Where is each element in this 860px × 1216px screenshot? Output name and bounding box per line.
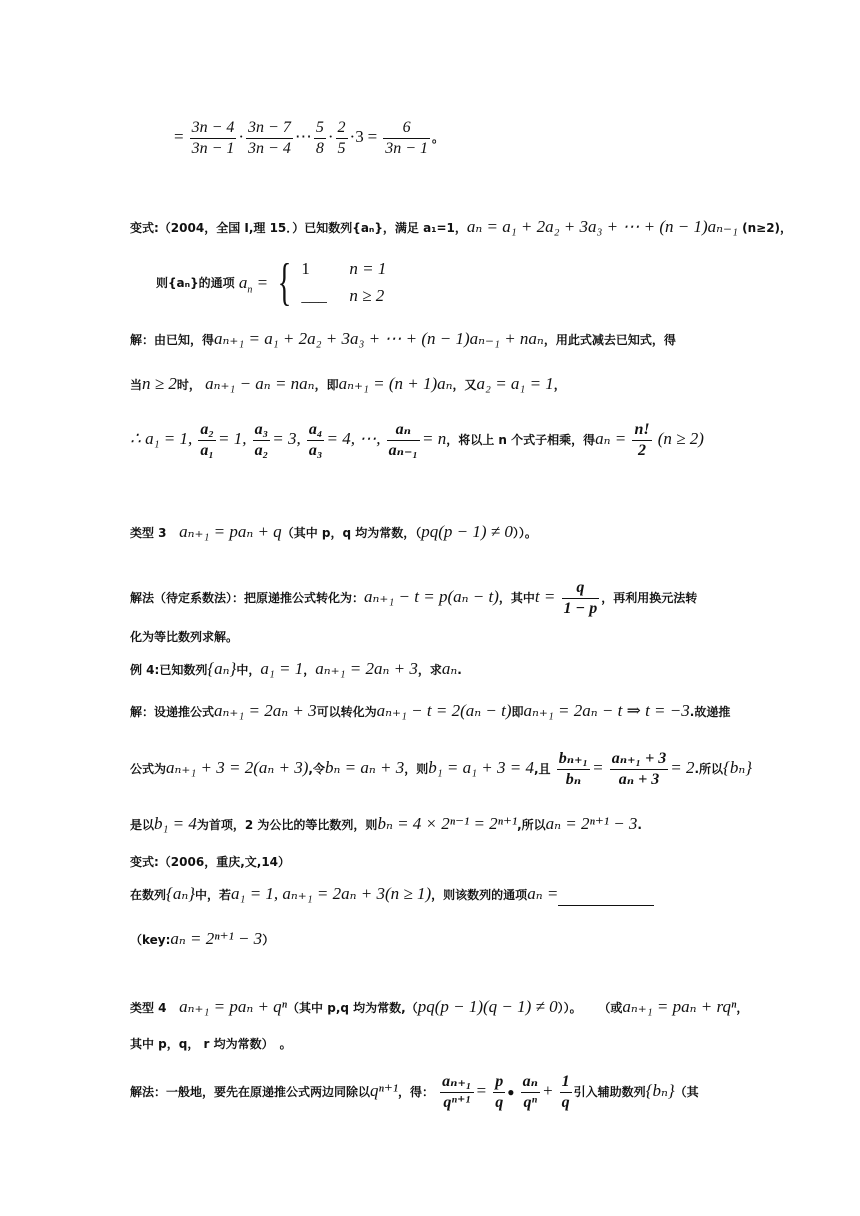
method4-line1: 解法：一般地，要先在原递推公式两边同除以qⁿ⁺¹，得： $\frac{\text{aₙ₊₁}}{\text{qⁿ⁺¹}}$ = $\frac{p}{q}$ ● $\frac{\text{aₙ}}{\text{qⁿ}}$ + $\frac{1}{q}$ 引入辅助数列{bₙ}（其 xyxy=(130,1073,699,1111)
fraction: $\frac{3n - 7}{3n - 4}$ xyxy=(248,119,291,157)
sol4-line2: 公式为aₙ₊₁ + 3 = 2(aₙ + 3),令bₙ = aₙ + 3，则b₁ = a₁ + 3 = 4,且 $\frac{\text{bₙ₊₁}}{\text{bₙ}}$ = $\frac{\text{aₙ₊₁ + 3}}{\text{aₙ + 3}}$ = 2.所以{bₙ} xyxy=(130,750,753,788)
variant2-key: （key:aₙ = 2ⁿ⁺¹ − 3） xyxy=(130,929,275,948)
sol4-line1: 解：设递推公式aₙ₊₁ = 2aₙ + 3可以转化为aₙ₊₁ − t = 2(aₙ − t)即aₙ₊₁ = 2aₙ − t ⇒ t = −3.故递推 xyxy=(130,701,731,720)
method3-line1: 解法（待定系数法）：把原递推公式转化为：aₙ₊₁ − t = p(aₙ − t)，其中t = $\frac{q}{1 - p}$ ，再利用换元法转 xyxy=(130,579,698,617)
fraction: $\frac{5}{8}$ xyxy=(315,119,324,157)
top-expression: = $\frac{3n - 4}{3n - 1}$ · $\frac{3n - 7}{3n - 4}$ ⋯ $\frac{5}{8}$ · $\frac{2}{5}$ ·3 = $\frac{6}{3n - 1}$ 。 xyxy=(174,119,445,157)
variant2-line1: 在数列{aₙ}中，若a₁ = 1, aₙ₊₁ = 2aₙ + 3(n ≥ 1)，则该数列的通项aₙ = xyxy=(130,884,654,906)
type4-heading: 类型 4 aₙ₊₁ = paₙ + qⁿ（其中 p,q 均为常数,（pq(p − 1)(q − 1) ≠ 0））。 （或aₙ₊₁ = paₙ + rqⁿ， xyxy=(130,997,749,1016)
variant1-cases: 则{aₙ}的通项 $a_n$ = { 1 n = 1 ___ n ≥ 2 xyxy=(156,254,387,311)
sol1-line1: 解：由已知，得aₙ₊₁ = a₁ + 2a₂ + 3a₃ + ⋯ + (n − 1)aₙ₋₁ + naₙ，用此式减去已知式，得 xyxy=(130,329,676,348)
type4-line2: 其中 p，q， r 均为常数） 。 xyxy=(130,1037,292,1051)
fraction: $\frac{6}{3n - 1}$ xyxy=(385,119,429,157)
variant2-title: 变式:（2006，重庆,文,14） xyxy=(130,855,291,869)
sol4-line3: 是以b₁ = 4为首项，2 为公比的等比数列，则bₙ = 4 × 2ⁿ⁻¹ = 2ⁿ⁺¹,所以aₙ = 2ⁿ⁺¹ − 3. xyxy=(130,814,642,833)
method3-line2: 化为等比数列求解。 xyxy=(130,630,239,644)
answer-blank xyxy=(558,885,654,906)
fraction: $\frac{3n - 4}{3n - 1}$ xyxy=(191,119,235,157)
sol1-line2: 当n ≥ 2时， aₙ₊₁ − aₙ = naₙ，即aₙ₊₁ = (n + 1)aₙ，又a₂ = a₁ = 1， xyxy=(130,374,566,393)
sol1-line3: ∴ a₁ = 1, $\frac{\text{a₂}}{\text{a₁}}$ = 1, $\frac{\text{a₃}}{\text{a₂}}$ = 3, $\frac{\text{a₄}}{\text{a₃}}$ = 4, ⋯, $\frac{\text{aₙ}}{\text{aₙ₋₁}}$ = n，将以上 n 个式子相乘，得aₙ = $\frac{n!}{2}$ (n ≥ 2) xyxy=(130,421,704,459)
left-brace: { xyxy=(277,254,292,311)
example4: 例 4:已知数列{aₙ}中，a₁ = 1，aₙ₊₁ = 2aₙ + 3，求aₙ. xyxy=(130,659,462,678)
variant1-line: 变式:（2004，全国 I,理 15．）已知数列{aₙ}，满足 a₁=1，aₙ = a₁ + 2a₂ + 3a₃ + ⋯ + (n − 1)aₙ₋₁ (n≥2)， xyxy=(130,217,793,236)
equals-sign: = xyxy=(174,127,184,146)
fraction: $\frac{2}{5}$ xyxy=(337,119,346,157)
type3-heading: 类型 3 aₙ₊₁ = paₙ + q（其中 p，q 均为常数，（pq(p − 1) ≠ 0））。 xyxy=(130,522,537,541)
